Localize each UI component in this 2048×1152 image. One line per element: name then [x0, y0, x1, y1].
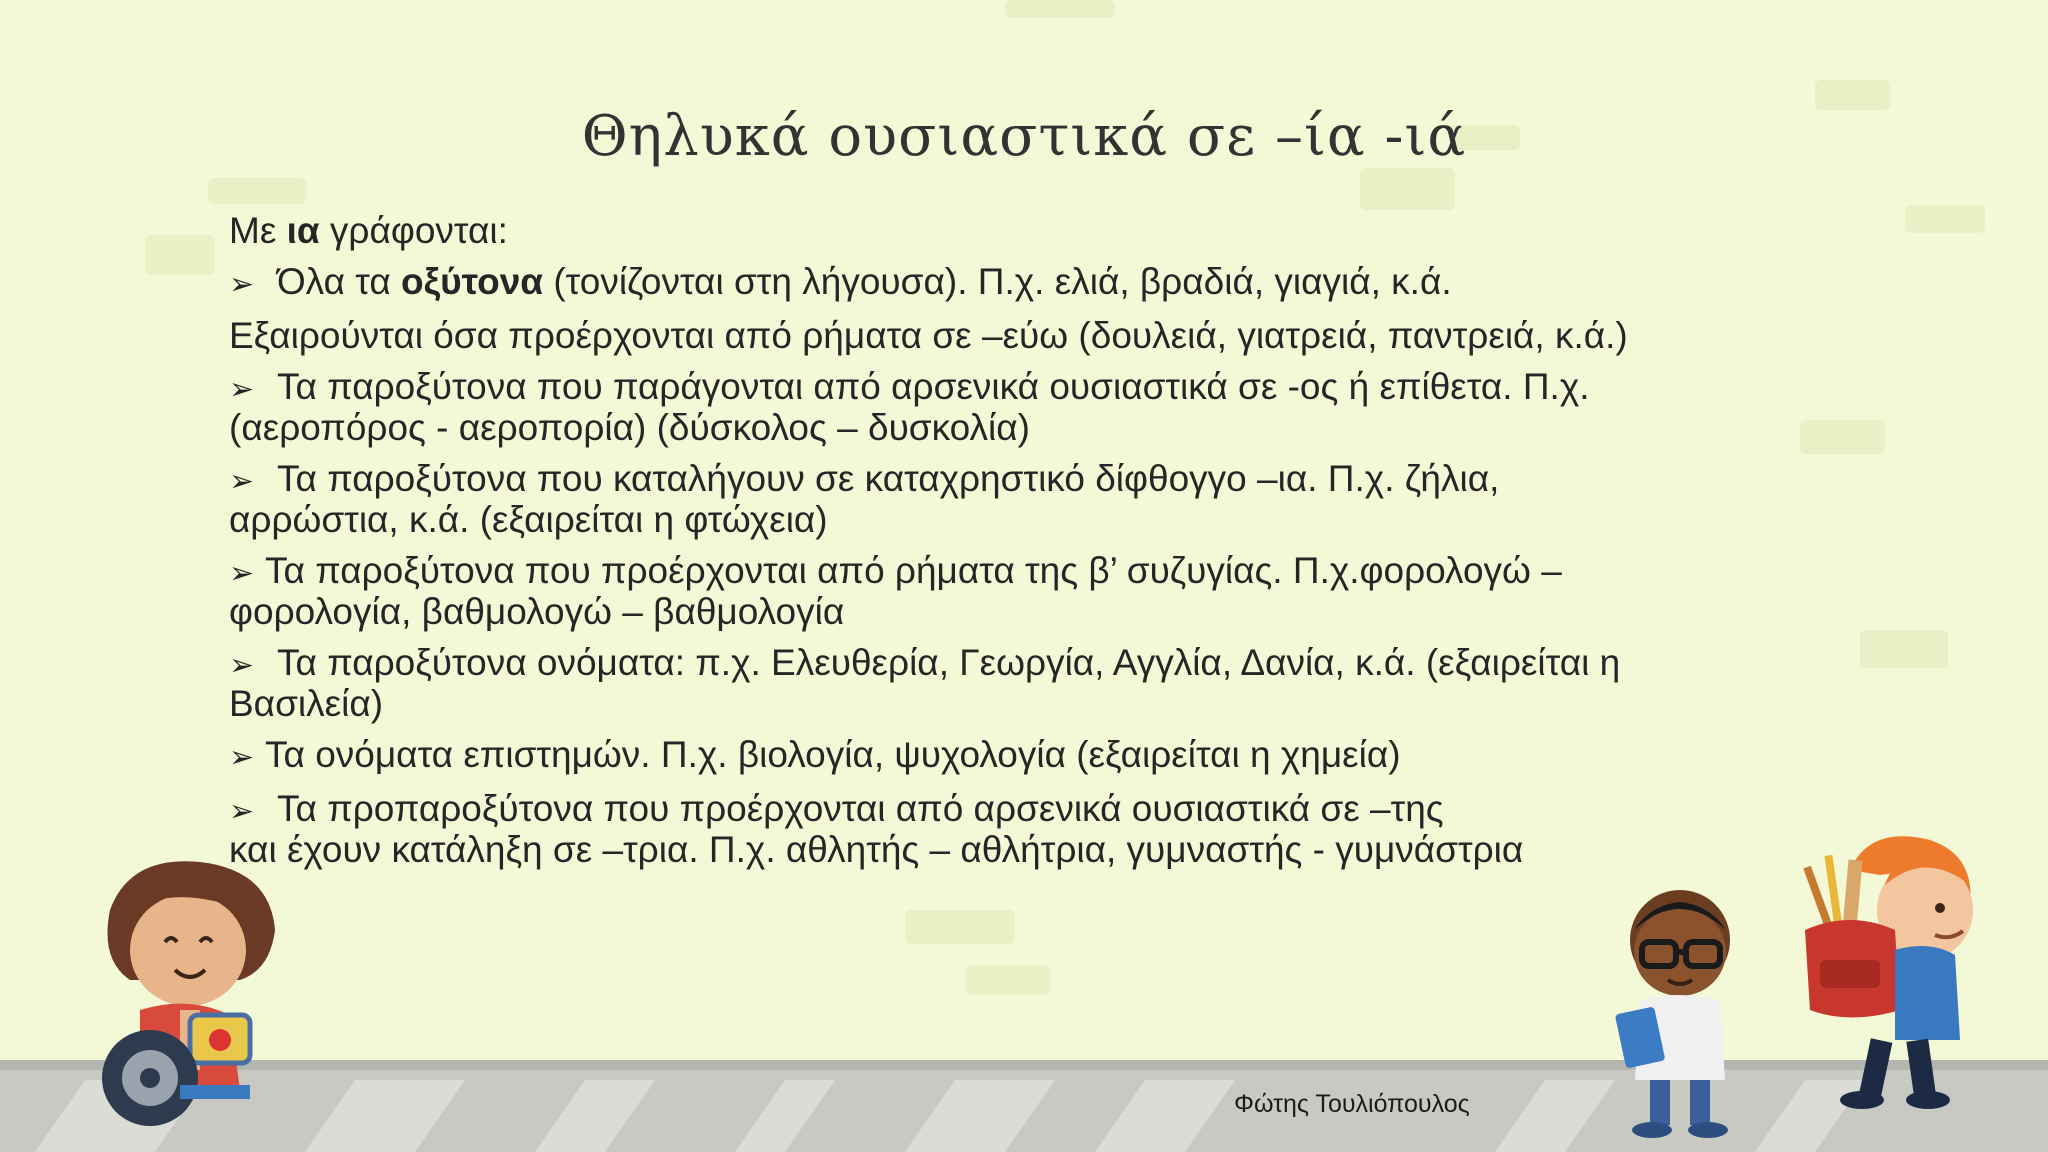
item-text: Τα παροξύτονα που παράγονται από αρσενικά ουσιαστικά σε -ος ή επίθετα. Π.χ. [277, 366, 1590, 407]
item-text-cont: φορολογία, βαθμολογώ – βαθμολογία [229, 591, 845, 632]
bullet-arrow-icon: ➢ [229, 649, 255, 682]
footer-author: Φώτης Τουλιόπουλος [1234, 1090, 1470, 1118]
exception-line: Εξαιρούνται όσα προέρχονται από ρήματα σε –εύω (δουλειά, γιατρειά, παντρειά, κ.ά.) [229, 315, 1628, 356]
bullet-arrow-icon: ➢ [229, 557, 255, 590]
content-body [229, 212, 1789, 882]
bullet-arrow-icon: ➢ [229, 795, 255, 828]
item-text: Τα παροξύτονα που προέρχονται από ρήματα της β’ συζυγίας. Π.χ.φορολογώ – [265, 550, 1562, 591]
bullet-arrow-icon: ➢ [229, 268, 255, 301]
bullet-item-3 [229, 460, 1789, 539]
slide-title: Θηλυκά ουσιαστικά σε –ία -ιά [581, 104, 1467, 169]
item-text: Τα προπαροξύτονα που προέρχονται από αρσενικά ουσιαστικά σε –της [277, 788, 1444, 829]
item-text-cont: Βασιλεία) [229, 683, 384, 724]
intro-line [229, 212, 1789, 250]
item-text: Όλα τα [277, 261, 402, 302]
bullet-arrow-icon: ➢ [229, 373, 255, 406]
item-text: Τα παροξύτονα που καταλήγουν σε καταχρηστικό δίφθογγο –ια. Π.χ. ζήλια, [277, 458, 1500, 499]
intro-bold: ια [286, 210, 320, 251]
bullet-item-4 [229, 552, 1789, 631]
boy-backpack-icon [1790, 830, 2000, 1120]
bullet-item-6 [229, 736, 1789, 777]
bullet-item-1 [229, 263, 1789, 304]
bullet-arrow-icon: ➢ [229, 465, 255, 498]
bullet-item-5 [229, 644, 1789, 723]
intro-text-post: γράφονται: [319, 210, 508, 251]
item-text-cont: αρρώστια, κ.ά. (εξαιρείται η φτώχεια) [229, 499, 828, 540]
item-text-post: (τονίζονται στη λήγουσα). Π.χ. ελιά, βραδιά, γιαγιά, κ.ά. [543, 261, 1452, 302]
intro-text: Με [229, 210, 287, 251]
bullet-item-2 [229, 368, 1789, 447]
girl-wheelchair-icon [70, 850, 310, 1140]
bullet-item-7 [229, 790, 1789, 869]
item-text-cont: και έχουν κατάληξη σε –τρια. Π.χ. αθλητής – αθλήτρια, γυμναστής - γυμνάστρια [229, 829, 1524, 870]
item-text-cont: (αεροπόρος - αεροπορία) (δύσκολος – δυσκολία) [229, 407, 1030, 448]
bullet-arrow-icon: ➢ [229, 741, 255, 774]
boy-glasses-books-icon [1590, 880, 1770, 1140]
item-text: Τα ονόματα επιστημών. Π.χ. βιολογία, ψυχολογία (εξαιρείται η χημεία) [265, 734, 1401, 775]
item-bold: οξύτονα [401, 261, 544, 302]
item-text: Τα παροξύτονα ονόματα: π.χ. Ελευθερία, Γεωργία, Αγγλία, Δανία, κ.ά. (εξαιρείται η [277, 642, 1621, 683]
